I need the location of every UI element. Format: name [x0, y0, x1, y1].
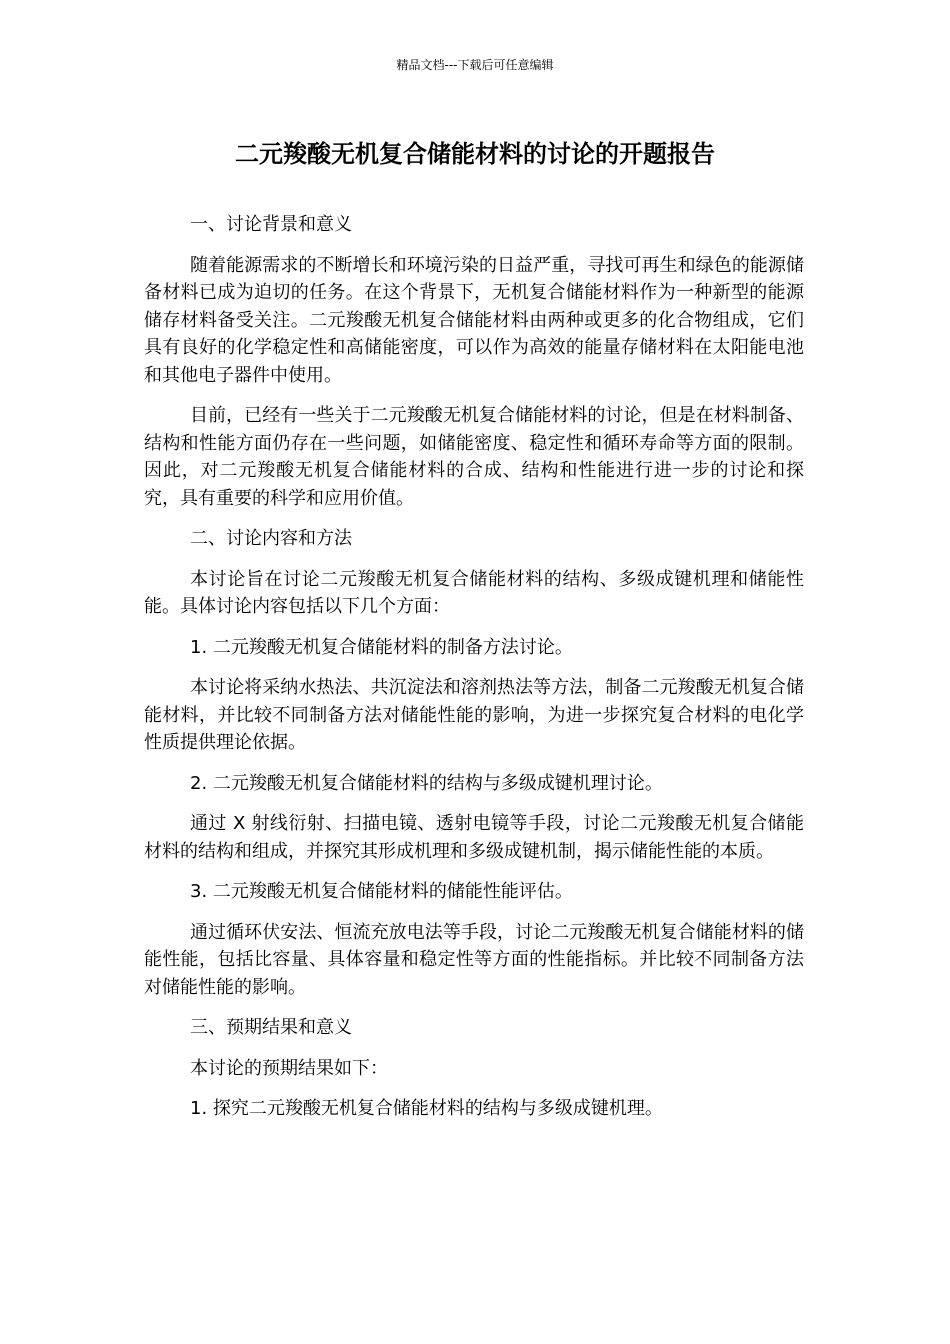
- document-body: [144, 211, 804, 1136]
- section-heading-content-methods: 二、讨论内容和方法: [190, 528, 352, 549]
- document-title: 二元羧酸无机复合储能材料的讨论的开题报告: [235, 140, 715, 168]
- paragraph-performance: 通过循环伏安法、恒流充放电法等手段，讨论二元羧酸无机复合储能材料的储能性能，包括比容量、具体容量和稳定性等方面的性能指标。并比较不同制备方法对储能性能的影响。: [144, 921, 804, 998]
- header-note: 精品文档---下载后可任意编辑: [396, 58, 554, 72]
- paragraph-preparation: 本讨论将采纳水热法、共沉淀法和溶剂热法等方法，制备二元羧酸无机复合储能材料，并比较不同制备方法对储能性能的影响，为进一步探究复合材料的电化学性质提供理论依据。: [144, 677, 804, 753]
- list-item-expected-1: 1. 探究二元羧酸无机复合储能材料的结构与多级成键机理。: [190, 1098, 663, 1119]
- paragraph-expected-intro: 本讨论的预期结果如下：: [190, 1057, 388, 1079]
- list-item-structure: 2. 二元羧酸无机复合储能材料的结构与多级成键机理讨论。: [190, 772, 663, 794]
- section-heading-expected-results: 三、预期结果和意义: [190, 1017, 352, 1038]
- paragraph-current-status: 目前，已经有一些关于二元羧酸无机复合储能材料的讨论，但是在材料制备、结构和性能方面仍存在一些问题，如储能密度、稳定性和循环寿命等方面的限制。因此，对二元羧酸无机复合储能材料的合成、结构和性能进行进一步的讨论和探究，具有重要的科学和应用价值。: [144, 405, 804, 509]
- paragraph-background: 随着能源需求的不断增长和环境污染的日益严重，寻找可再生和绿色的能源储备材料已成为迫切的任务。在这个背景下，无机复合储能材料作为一种新型的能源储存材料备受关注。二元羧酸无机复合储能材料由两种或更多的化合物组成，它们具有良好的化学稳定性和高储能密度，可以作为高效的能量存储材料在太阳能电池和其他电子器件中使用。: [144, 254, 804, 386]
- paragraph-structure: 通过 X 射线衍射、扫描电镜、透射电镜等手段，讨论二元羧酸无机复合储能材料的结构和组成，并探究其形成机理和多级成键机制，揭示储能性能的本质。: [144, 813, 804, 862]
- list-item-preparation: 1. 二元羧酸无机复合储能材料的制备方法讨论。: [190, 636, 573, 658]
- paragraph-research-aim: 本讨论旨在讨论二元羧酸无机复合储能材料的结构、多级成键机理和储能性能。具体讨论内容包括以下几个方面：: [144, 568, 804, 617]
- list-item-performance: 3. 二元羧酸无机复合储能材料的储能性能评估。: [190, 881, 573, 902]
- section-heading-background: 一、讨论背景和意义: [190, 214, 352, 235]
